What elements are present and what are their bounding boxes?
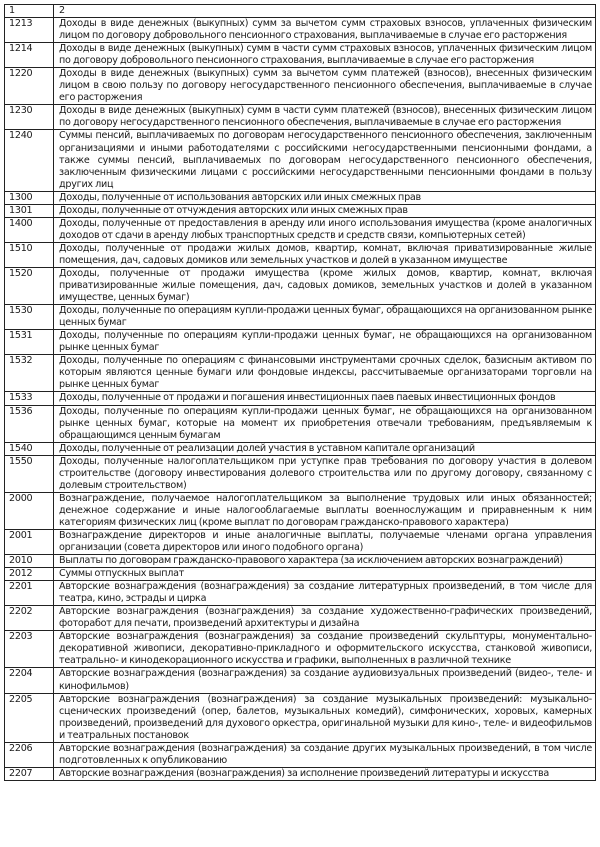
table-row	[5, 68, 596, 105]
income-code: 2204	[5, 668, 54, 693]
income-code: 2201	[5, 581, 54, 606]
table-row	[5, 204, 596, 217]
income-description: Авторские вознаграждения (вознаграждения) за создание произведений скульптуры, монументально-декоративной живописи, декоративно-прикладного и оформительского искусства, станковой живописи, театрально- и кинодекорационного искусства и графики, выполненных в различной технике	[54, 631, 596, 668]
income-code: 1533	[5, 392, 54, 405]
income-description: Доходы, полученные от реализации долей участия в уставном капитале организаций	[54, 442, 596, 455]
income-description: Авторские вознаграждения (вознаграждения) за создание музыкальных произведений: музыкально-сценических произведений (опер, балетов, музыкальных комедий), симфонических, хоровых, камерных произведений, произведений для духового оркестра, оригинальной музыки для кино-, теле- и видеофильмов и театральных постановок	[54, 693, 596, 742]
income-description: Доходы, полученные от продажи и погашения инвестиционных паев паевых инвестиционных фондов	[54, 392, 596, 405]
income-code: 1213	[5, 18, 54, 43]
income-code: 1400	[5, 217, 54, 242]
table-row	[5, 631, 596, 668]
table-row	[5, 606, 596, 631]
income-code: 1240	[5, 130, 54, 191]
column-header-code: 1	[5, 5, 54, 18]
income-description: Доходы в виде денежных (выкупных) сумм за вычетом сумм страховых взносов, уплаченных физическим лицом по договору добровольного пенсионного страхования, выплачиваемые в случае его расторжения	[54, 18, 596, 43]
income-description: Вознаграждение директоров и иные аналогичные выплаты, получаемые членами органа управления организации (совета директоров или иного подобного органа)	[54, 529, 596, 554]
income-description: Доходы в виде денежных (выкупных) сумм за вычетом сумм платежей (взносов), внесенных физическим лицом в свою пользу по договору негосударственного пенсионного обеспечения, выплачиваемые в случае его расторжения	[54, 68, 596, 105]
table-row	[5, 668, 596, 693]
income-description: Суммы отпускных выплат	[54, 568, 596, 581]
income-description: Доходы, полученные от продажи имущества (кроме жилых домов, квартир, комнат, включая приватизированные жилые помещения, дач, садовых домиков, земельных участков и долей в указанном имуществе, ценных бумаг)	[54, 267, 596, 304]
income-code: 1510	[5, 242, 54, 267]
table-row	[5, 555, 596, 568]
table-row	[5, 492, 596, 529]
table-row	[5, 355, 596, 392]
income-description: Доходы, полученные от предоставления в аренду или иного использования имущества (кроме аналогичных доходов от сдачи в аренду любых транспортных средств и средств связи, компьютерных сетей)	[54, 217, 596, 242]
table-row	[5, 405, 596, 442]
table-row	[5, 217, 596, 242]
table-row	[5, 392, 596, 405]
income-code: 1550	[5, 455, 54, 492]
income-code: 1520	[5, 267, 54, 304]
income-code: 1540	[5, 442, 54, 455]
income-codes-table	[4, 4, 596, 781]
income-code: 1220	[5, 68, 54, 105]
table-row	[5, 581, 596, 606]
income-description: Доходы, полученные налогоплательщиком при уступке прав требования по договору участия в долевом строительстве (договору инвестирования долевого строительства или по другому договору, связанному с долевым строительством)	[54, 455, 596, 492]
table-row	[5, 442, 596, 455]
income-description: Доходы в виде денежных (выкупных) сумм в части сумм страховых взносов, уплаченных физическим лицом по договору добровольного пенсионного страхования, выплачиваемые в случае его расторжения	[54, 43, 596, 68]
income-description: Авторские вознаграждения (вознаграждения) за создание других музыкальных произведений, в том числе подготовленных к опубликованию	[54, 742, 596, 767]
table-row	[5, 568, 596, 581]
table-row	[5, 455, 596, 492]
table-row	[5, 191, 596, 204]
income-description: Вознаграждение, получаемое налогоплательщиком за выполнение трудовых или иных обязанностей; денежное содержание и иные налогооблагаемые выплаты военнослужащим и приравненным к ним категориям физических лиц (кроме выплат по договорам гражданско-правового характера)	[54, 492, 596, 529]
income-description: Доходы, полученные по операциям с финансовыми инструментами срочных сделок, базисным активом по которым являются ценные бумаги или фондовые индексы, рассчитываемые организаторами торговли на рынке ценных бумаг	[54, 355, 596, 392]
income-code: 2205	[5, 693, 54, 742]
income-description: Выплаты по договорам гражданско-правового характера (за исключением авторских вознаграждений)	[54, 555, 596, 568]
table-row	[5, 529, 596, 554]
income-code: 1531	[5, 330, 54, 355]
table-row	[5, 130, 596, 191]
table-row	[5, 742, 596, 767]
column-header-description: 2	[54, 5, 596, 18]
income-description: Доходы, полученные от отчуждения авторских или иных смежных прав	[54, 204, 596, 217]
income-code: 1230	[5, 105, 54, 130]
income-description: Доходы, полученные от использования авторских или иных смежных прав	[54, 191, 596, 204]
income-description: Доходы, полученные по операциям купли-продажи ценных бумаг, не обращающихся на организованном рынке ценных бумаг	[54, 330, 596, 355]
income-description: Доходы, полученные по операциям купли-продажи ценных бумаг, не обращающихся на организованном рынке ценных бумаг, которые на момент их приобретения отвечали требованиям, предъявляемым к обращающимся ценным бумагам	[54, 405, 596, 442]
income-code: 2010	[5, 555, 54, 568]
income-code: 2001	[5, 529, 54, 554]
income-description: Авторские вознаграждения (вознаграждения) за исполнение произведений литературы и искусства	[54, 767, 596, 780]
income-description: Авторские вознаграждения (вознаграждения) за создание художественно-графических произведений, фоторабот для печати, произведений архитектуры и дизайна	[54, 606, 596, 631]
table-row	[5, 267, 596, 304]
income-code: 1530	[5, 305, 54, 330]
income-code: 1214	[5, 43, 54, 68]
income-description: Суммы пенсий, выплачиваемых по договорам негосударственного пенсионного обеспечения, заключенным организациями и иными работодателями с российскими негосударственными пенсионными фондами, а также суммы пенсий, выплачиваемых по договорам негосударственного пенсионного обеспечения, заключенным физическими лицами с российскими негосударственными пенсионными фондами в пользу других лиц	[54, 130, 596, 191]
income-code: 2202	[5, 606, 54, 631]
table-row	[5, 18, 596, 43]
table-row	[5, 767, 596, 780]
income-description: Доходы, полученные от продажи жилых домов, квартир, комнат, включая приватизированные жилые помещения, дач, садовых домиков или земельных участков и долей в указанном имуществе	[54, 242, 596, 267]
income-code: 1301	[5, 204, 54, 217]
table-header-row	[5, 5, 596, 18]
table-row	[5, 43, 596, 68]
income-description: Авторские вознаграждения (вознаграждения) за создание литературных произведений, в том числе для театра, кино, эстрады и цирка	[54, 581, 596, 606]
income-code: 2206	[5, 742, 54, 767]
income-code: 1536	[5, 405, 54, 442]
income-description: Доходы, полученные по операциям купли-продажи ценных бумаг, обращающихся на организованном рынке ценных бумаг	[54, 305, 596, 330]
income-code: 2012	[5, 568, 54, 581]
income-code: 2203	[5, 631, 54, 668]
table-row	[5, 305, 596, 330]
income-description: Доходы в виде денежных (выкупных) сумм в части сумм платежей (взносов), внесенных физическим лицом по договору негосударственного пенсионного обеспечения, выплачиваемые в случае его расторжения	[54, 105, 596, 130]
table-row	[5, 330, 596, 355]
income-code: 1300	[5, 191, 54, 204]
table-row	[5, 693, 596, 742]
table-row	[5, 105, 596, 130]
table-row	[5, 242, 596, 267]
income-description: Авторские вознаграждения (вознаграждения) за создание аудиовизуальных произведений (видео-, теле- и кинофильмов)	[54, 668, 596, 693]
income-code: 2000	[5, 492, 54, 529]
income-code: 1532	[5, 355, 54, 392]
income-code: 2207	[5, 767, 54, 780]
